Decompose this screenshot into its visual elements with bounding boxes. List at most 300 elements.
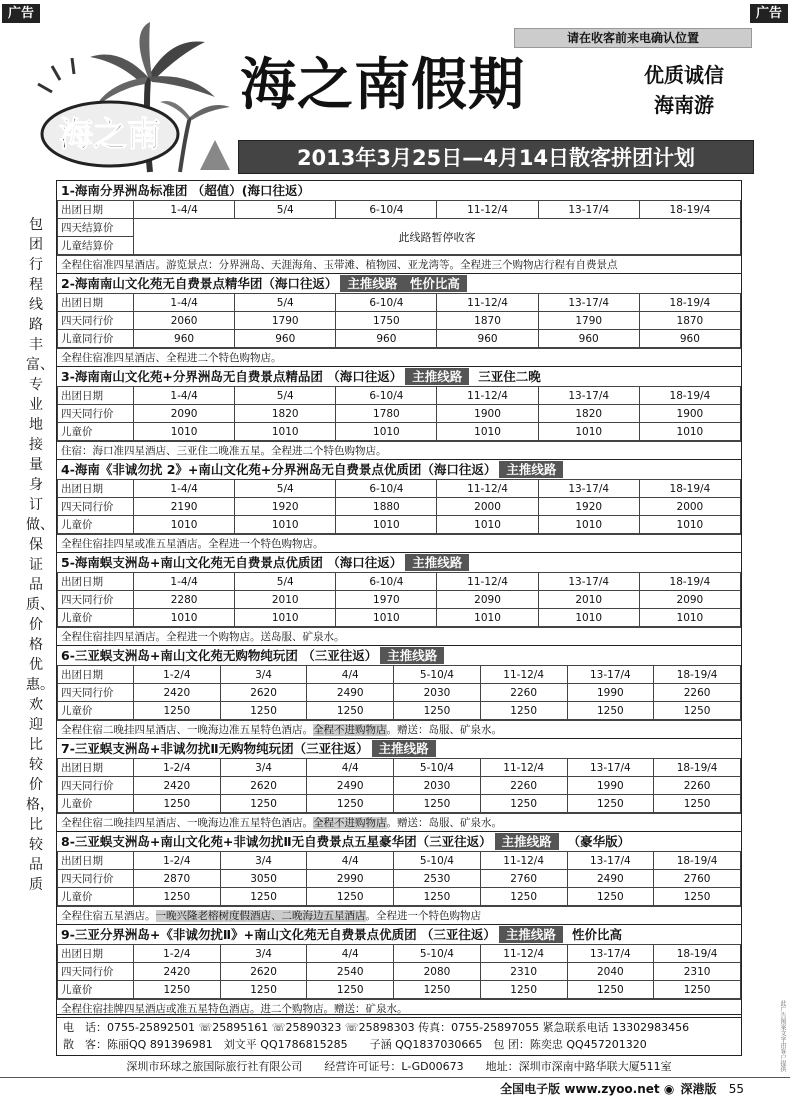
route-title (57, 274, 741, 293)
disclaimer-vertical: 此广告图案文字由客户提供 (779, 1000, 786, 1072)
price-cell: 960 (235, 330, 336, 348)
date-cell: 3/4 (220, 759, 307, 777)
price-cell: 960 (538, 330, 639, 348)
price-cell: 2080 (394, 963, 481, 981)
date-cell: 1-4/4 (134, 201, 235, 219)
route-title (57, 739, 741, 758)
price-cell: 2000 (639, 498, 740, 516)
note-text: 全程住宿准四星酒店。游览景点：分界洲岛、天涯海角、玉带滩、植物园、亚龙湾等。全程进三个购物店行程有自费景点 (61, 259, 618, 271)
row-label: 儿童价 (58, 888, 134, 906)
route-title (57, 367, 741, 386)
date-cell: 4/4 (307, 666, 394, 684)
row-label: 四天同行价 (58, 498, 134, 516)
price-table (57, 293, 741, 348)
note-text: 。赠送：岛服、矿泉水。 (386, 724, 502, 736)
date-cell: 18-19/4 (654, 666, 741, 684)
price-cell: 1010 (336, 423, 437, 441)
price-row (58, 684, 741, 702)
date-cell: 3/4 (220, 666, 307, 684)
note-text: 全程住宿准四星酒店、全程进二个特色购物店。 (61, 352, 282, 364)
route-title (57, 460, 741, 479)
featured-tag: 主推线路 (499, 926, 563, 943)
price-cell: 2090 (437, 591, 538, 609)
price-row (58, 405, 741, 423)
price-cell: 1010 (336, 516, 437, 534)
note-text: 全程住宿挂四星或准五星酒店。全程进一个特色购物店。 (61, 538, 324, 550)
price-cell: 960 (134, 330, 235, 348)
side-tagline: 包团行程线路丰富、专业地接量身订做、保证品质、价格优惠。欢迎比较价格，比较品质 (26, 217, 54, 893)
route-block (57, 180, 741, 273)
route-block (57, 273, 741, 366)
route-name: 4-海南《非诚勿扰 2》+南山文化苑+分界洲岛无自费景点优质团（海口往返） (61, 462, 497, 477)
price-cell: 1250 (394, 981, 481, 999)
price-cell: 1920 (538, 498, 639, 516)
confirm-notice: 请在收客前来电确认位置 (514, 28, 752, 48)
date-cell: 6-10/4 (336, 573, 437, 591)
date-cell: 18-19/4 (639, 480, 740, 498)
price-cell: 2010 (538, 591, 639, 609)
price-cell: 2090 (639, 591, 740, 609)
date-cell: 13-17/4 (538, 294, 639, 312)
date-cell: 13-17/4 (567, 759, 654, 777)
price-cell: 1250 (567, 888, 654, 906)
price-cell: 1250 (480, 702, 567, 720)
page-number: 55 (728, 1082, 744, 1096)
date-cell: 1-2/4 (134, 852, 221, 870)
price-row (58, 516, 741, 534)
price-cell: 1250 (134, 795, 221, 813)
route-note (57, 534, 741, 552)
date-cell: 11-12/4 (480, 852, 567, 870)
price-row (58, 423, 741, 441)
price-cell: 1010 (235, 423, 336, 441)
price-cell: 1010 (134, 423, 235, 441)
date-cell: 11-12/4 (437, 201, 538, 219)
route-block (57, 366, 741, 459)
route-title (57, 646, 741, 665)
price-cell: 1990 (567, 684, 654, 702)
date-cell: 13-17/4 (567, 666, 654, 684)
date-cell: 13-17/4 (538, 480, 639, 498)
price-cell: 1250 (394, 888, 481, 906)
row-label: 儿童价 (58, 516, 134, 534)
date-cell: 5/4 (235, 201, 336, 219)
price-cell: 1870 (639, 312, 740, 330)
price-cell: 1010 (235, 516, 336, 534)
row-label: 儿童价 (58, 795, 134, 813)
date-cell: 18-19/4 (639, 573, 740, 591)
note-text: 全程住宿挂四星酒店。全程进一个购物店。送岛服、矿泉水。 (61, 631, 345, 643)
route-title (57, 181, 741, 200)
price-cell: 2990 (307, 870, 394, 888)
price-cell: 1250 (480, 795, 567, 813)
route-block (57, 738, 741, 831)
price-cell: 1820 (538, 405, 639, 423)
route-name: 9-三亚分界洲岛+《非诚勿扰Ⅱ》+南山文化苑无自费景点优质团 （三亚往返） (61, 927, 496, 942)
route-note (57, 627, 741, 645)
price-cell: 2040 (567, 963, 654, 981)
price-table (57, 200, 741, 255)
price-cell: 1250 (134, 702, 221, 720)
date-cell: 3/4 (220, 945, 307, 963)
page-footer (500, 1080, 744, 1097)
price-cell: 1250 (567, 795, 654, 813)
price-cell: 2010 (235, 591, 336, 609)
price-cell: 1870 (437, 312, 538, 330)
price-cell: 1900 (437, 405, 538, 423)
price-row (58, 795, 741, 813)
route-title (57, 832, 741, 851)
date-cell: 6-10/4 (336, 387, 437, 405)
price-cell: 2620 (220, 777, 307, 795)
note-text: 。赠送：岛服、矿泉水。 (386, 817, 502, 829)
date-cell: 18-19/4 (639, 294, 740, 312)
slogan-hainan: 海南游 (654, 93, 714, 117)
date-cell: 1-2/4 (134, 666, 221, 684)
price-cell: 1250 (220, 888, 307, 906)
date-cell: 11-12/4 (437, 573, 538, 591)
sun-rays-icon (38, 58, 74, 92)
price-cell: 1250 (134, 888, 221, 906)
date-cell: 5/4 (235, 573, 336, 591)
featured-tag: 主推线路 (405, 554, 469, 571)
date-cell: 1-4/4 (134, 387, 235, 405)
date-cell: 11-12/4 (437, 294, 538, 312)
price-cell: 1790 (538, 312, 639, 330)
route-extra: 三亚住二晚 (478, 369, 541, 384)
row-label: 出团日期 (58, 294, 134, 312)
date-cell: 4/4 (307, 759, 394, 777)
price-row (58, 870, 741, 888)
price-cell: 1990 (567, 777, 654, 795)
price-cell: 2090 (134, 405, 235, 423)
route-block (57, 831, 741, 924)
price-cell: 1920 (235, 498, 336, 516)
price-cell: 1250 (394, 702, 481, 720)
price-cell: 2030 (394, 777, 481, 795)
price-cell: 1250 (307, 981, 394, 999)
featured-tag: 主推线路 (499, 461, 563, 478)
price-row (58, 312, 741, 330)
row-label: 儿童价 (58, 609, 134, 627)
price-cell: 2310 (480, 963, 567, 981)
contact-phone-line: 电 话：0755-25892501 ☏25895161 ☏25890323 ☏25898303 传真：0755-25897055 紧急联系电话 13302983456 (63, 1021, 690, 1034)
price-cell: 2260 (480, 777, 567, 795)
price-cell: 960 (639, 330, 740, 348)
route-name: 5-海南蜈支洲岛+南山文化苑无自费景点优质团 （海口往返） (61, 555, 403, 570)
route-name: 8-三亚蜈支洲岛+南山文化苑+非诚勿扰Ⅱ无自费景点五星豪华团（三亚往返） (61, 834, 492, 849)
featured-tag: 主推线路 (495, 833, 559, 850)
route-extra: （豪华版） (567, 834, 631, 849)
date-cell: 18-19/4 (639, 387, 740, 405)
sailboat-icon (200, 140, 230, 170)
note-highlight: 全程不进购物店 (313, 817, 387, 829)
date-cell: 3/4 (220, 852, 307, 870)
row-label: 儿童价 (58, 423, 134, 441)
price-cell: 2540 (307, 963, 394, 981)
svg-text:海之南: 海之南 (59, 115, 161, 155)
row-label: 四天同行价 (58, 684, 134, 702)
route-note (57, 906, 741, 924)
price-cell: 2060 (134, 312, 235, 330)
price-cell: 1010 (134, 609, 235, 627)
row-label: 四天同行价 (58, 870, 134, 888)
price-row (58, 609, 741, 627)
price-row (58, 702, 741, 720)
route-block (57, 552, 741, 645)
price-cell: 2280 (134, 591, 235, 609)
price-table (57, 665, 741, 720)
price-row (58, 888, 741, 906)
date-cell: 5-10/4 (394, 759, 481, 777)
price-cell: 960 (437, 330, 538, 348)
date-row (58, 852, 741, 870)
route-name: 2-海南南山文化苑无自费景点精华团（海口往返） (61, 276, 338, 291)
price-row (58, 219, 741, 237)
price-table (57, 572, 741, 627)
date-cell: 6-10/4 (336, 480, 437, 498)
date-cell: 1-4/4 (134, 480, 235, 498)
route-name: 7-三亚蜈支洲岛+非诚勿扰Ⅱ无购物纯玩团（三亚往返） (61, 741, 369, 756)
price-cell: 1250 (220, 981, 307, 999)
row-label: 出团日期 (58, 759, 134, 777)
date-cell: 4/4 (307, 852, 394, 870)
date-cell: 6-10/4 (336, 294, 437, 312)
price-cell: 1010 (538, 423, 639, 441)
price-row (58, 777, 741, 795)
route-title (57, 553, 741, 572)
route-note (57, 720, 741, 738)
date-cell: 1-2/4 (134, 759, 221, 777)
footer-edition: 深港版 (680, 1082, 717, 1096)
price-row (58, 963, 741, 981)
price-table (57, 851, 741, 906)
price-cell: 2030 (394, 684, 481, 702)
price-cell: 1250 (567, 702, 654, 720)
price-cell: 1880 (336, 498, 437, 516)
date-cell: 11-12/4 (480, 945, 567, 963)
price-cell: 1010 (134, 516, 235, 534)
date-row (58, 201, 741, 219)
footer-divider (0, 1077, 790, 1078)
date-cell: 11-12/4 (480, 759, 567, 777)
date-cell: 11-12/4 (437, 387, 538, 405)
price-cell: 2420 (134, 963, 221, 981)
note-text: 全程住宿挂牌四星酒店或准五星特色酒店。进二个购物店。赠送：矿泉水。 (61, 1003, 408, 1015)
price-cell: 2260 (480, 684, 567, 702)
price-cell: 2620 (220, 684, 307, 702)
date-row (58, 294, 741, 312)
price-cell: 2260 (654, 777, 741, 795)
date-row (58, 387, 741, 405)
footer-globe-icon: ◉ (663, 1082, 675, 1096)
route-name: 1-海南分界洲岛标准团 （超值）(海口往返） (61, 183, 310, 198)
date-cell: 5-10/4 (394, 666, 481, 684)
date-cell: 1-4/4 (134, 573, 235, 591)
price-cell: 1010 (437, 609, 538, 627)
route-block (57, 645, 741, 738)
date-row (58, 945, 741, 963)
row-label: 四天同行价 (58, 405, 134, 423)
price-cell: 1790 (235, 312, 336, 330)
date-cell: 18-19/4 (654, 852, 741, 870)
price-cell: 1010 (336, 609, 437, 627)
row-label: 四天同行价 (58, 591, 134, 609)
schedule-title: 2013年3月25日—4月14日散客拼团计划 (238, 140, 754, 174)
price-cell: 2870 (134, 870, 221, 888)
price-cell: 2000 (437, 498, 538, 516)
date-cell: 5-10/4 (394, 852, 481, 870)
price-cell: 1010 (639, 609, 740, 627)
price-cell: 2260 (654, 684, 741, 702)
price-cell: 2530 (394, 870, 481, 888)
slogan-quality: 优质诚信 (644, 63, 724, 87)
route-title (57, 925, 741, 944)
price-cell: 2490 (567, 870, 654, 888)
row-label: 出团日期 (58, 666, 134, 684)
price-cell: 3050 (220, 870, 307, 888)
date-cell: 1-2/4 (134, 945, 221, 963)
price-cell: 1010 (437, 423, 538, 441)
price-cell: 1820 (235, 405, 336, 423)
price-row (58, 330, 741, 348)
price-cell: 2490 (307, 684, 394, 702)
row-label: 出团日期 (58, 201, 134, 219)
row-label: 出团日期 (58, 387, 134, 405)
price-cell: 2760 (654, 870, 741, 888)
date-row (58, 573, 741, 591)
date-row (58, 666, 741, 684)
price-row (58, 591, 741, 609)
date-cell: 1-4/4 (134, 294, 235, 312)
price-table (57, 944, 741, 999)
route-note (57, 813, 741, 831)
price-cell: 1250 (654, 981, 741, 999)
price-cell: 2760 (480, 870, 567, 888)
price-cell: 1010 (538, 516, 639, 534)
date-cell: 18-19/4 (654, 945, 741, 963)
featured-tag: 主推线路 (372, 740, 436, 757)
price-cell: 1250 (567, 981, 654, 999)
company-info: 深圳市环球之旅国际旅行社有限公司 经营许可证号：L-GD00673 地址：深圳市深南中路华联大厦511室 (126, 1060, 672, 1073)
date-cell: 13-17/4 (567, 852, 654, 870)
note-text: 。全程进一个特色购物店 (365, 910, 481, 922)
route-name: 3-海南南山文化苑+分界洲岛无自费景点精品团 （海口往返） (61, 369, 403, 384)
routes-table (56, 180, 742, 1018)
price-cell: 2420 (134, 777, 221, 795)
price-cell: 1010 (235, 609, 336, 627)
date-cell: 5/4 (235, 294, 336, 312)
route-block (57, 924, 741, 1017)
date-row (58, 480, 741, 498)
date-cell: 5-10/4 (394, 945, 481, 963)
price-cell: 1250 (654, 888, 741, 906)
price-cell: 1250 (307, 888, 394, 906)
price-cell: 1010 (538, 609, 639, 627)
price-cell: 1250 (654, 702, 741, 720)
price-table (57, 479, 741, 534)
price-table (57, 758, 741, 813)
price-cell: 1250 (134, 981, 221, 999)
price-cell: 1900 (639, 405, 740, 423)
price-cell: 2420 (134, 684, 221, 702)
route-note (57, 255, 741, 273)
price-cell: 1750 (336, 312, 437, 330)
featured-tag: 主推线路 (380, 647, 444, 664)
row-label: 出团日期 (58, 573, 134, 591)
route-extra: 性价比高 (571, 927, 622, 942)
brand-title: 海之南假期 (240, 52, 525, 118)
note-text: 全程住宿五星酒店。 (61, 910, 156, 922)
row-label: 儿童结算价 (58, 237, 134, 255)
row-label: 儿童价 (58, 702, 134, 720)
price-cell: 1250 (480, 981, 567, 999)
price-cell: 1250 (654, 795, 741, 813)
date-cell: 18-19/4 (639, 201, 740, 219)
price-cell: 1250 (220, 702, 307, 720)
price-row (58, 498, 741, 516)
route-note (57, 441, 741, 459)
date-cell: 5/4 (235, 480, 336, 498)
price-cell: 2490 (307, 777, 394, 795)
date-cell: 11-12/4 (480, 666, 567, 684)
row-label: 四天同行价 (58, 312, 134, 330)
row-label: 出团日期 (58, 480, 134, 498)
price-cell: 1010 (639, 423, 740, 441)
date-cell: 13-17/4 (538, 201, 639, 219)
footer-site: 全国电子版 www.zyoo.net (500, 1082, 660, 1096)
row-label: 儿童价 (58, 981, 134, 999)
date-cell: 13-17/4 (538, 573, 639, 591)
route-name: 6-三亚蜈支洲岛+南山文化苑无购物纯玩团 （三亚往返） (61, 648, 378, 663)
price-cell: 1780 (336, 405, 437, 423)
price-cell: 1250 (220, 795, 307, 813)
date-cell: 18-19/4 (654, 759, 741, 777)
note-text: 全程住宿二晚挂四星酒店、一晚海边准五星特色酒店。 (61, 724, 313, 736)
date-cell: 13-17/4 (538, 387, 639, 405)
date-cell: 5/4 (235, 387, 336, 405)
ad-label-left: 广告 (2, 4, 40, 23)
note-text: 全程住宿二晚挂四星酒店、一晚海边准五星特色酒店。 (61, 817, 313, 829)
price-cell: 1010 (639, 516, 740, 534)
row-label: 出团日期 (58, 945, 134, 963)
ad-label-right: 广告 (750, 4, 788, 23)
price-cell: 1250 (307, 795, 394, 813)
price-cell: 1970 (336, 591, 437, 609)
date-cell: 6-10/4 (336, 201, 437, 219)
price-cell: 2620 (220, 963, 307, 981)
price-cell: 1010 (437, 516, 538, 534)
route-block (57, 459, 741, 552)
price-cell: 960 (336, 330, 437, 348)
note-text: 住宿：海口准四星酒店、三亚住二晚准五星。全程进二个特色购物店。 (61, 445, 387, 457)
row-label: 四天结算价 (58, 219, 134, 237)
note-highlight: 全程不进购物店 (313, 724, 387, 736)
row-label: 四天同行价 (58, 963, 134, 981)
featured-tag: 主推线路 (405, 368, 469, 385)
price-cell: 2310 (654, 963, 741, 981)
date-cell: 13-17/4 (567, 945, 654, 963)
date-row (58, 759, 741, 777)
logo (30, 22, 240, 182)
price-cell: 1250 (307, 702, 394, 720)
price-table (57, 386, 741, 441)
row-label: 四天同行价 (58, 777, 134, 795)
date-cell: 11-12/4 (437, 480, 538, 498)
row-label: 出团日期 (58, 852, 134, 870)
contact-staff-line: 散 客：陈丽QQ 891396981 刘文平 QQ1786815285 子涵 QQ1837030665 包 团：陈奕忠 QQ457201320 (63, 1038, 647, 1051)
note-highlight: 一晚兴隆老榕树度假酒店、二晚海边五星酒店 (155, 910, 366, 922)
